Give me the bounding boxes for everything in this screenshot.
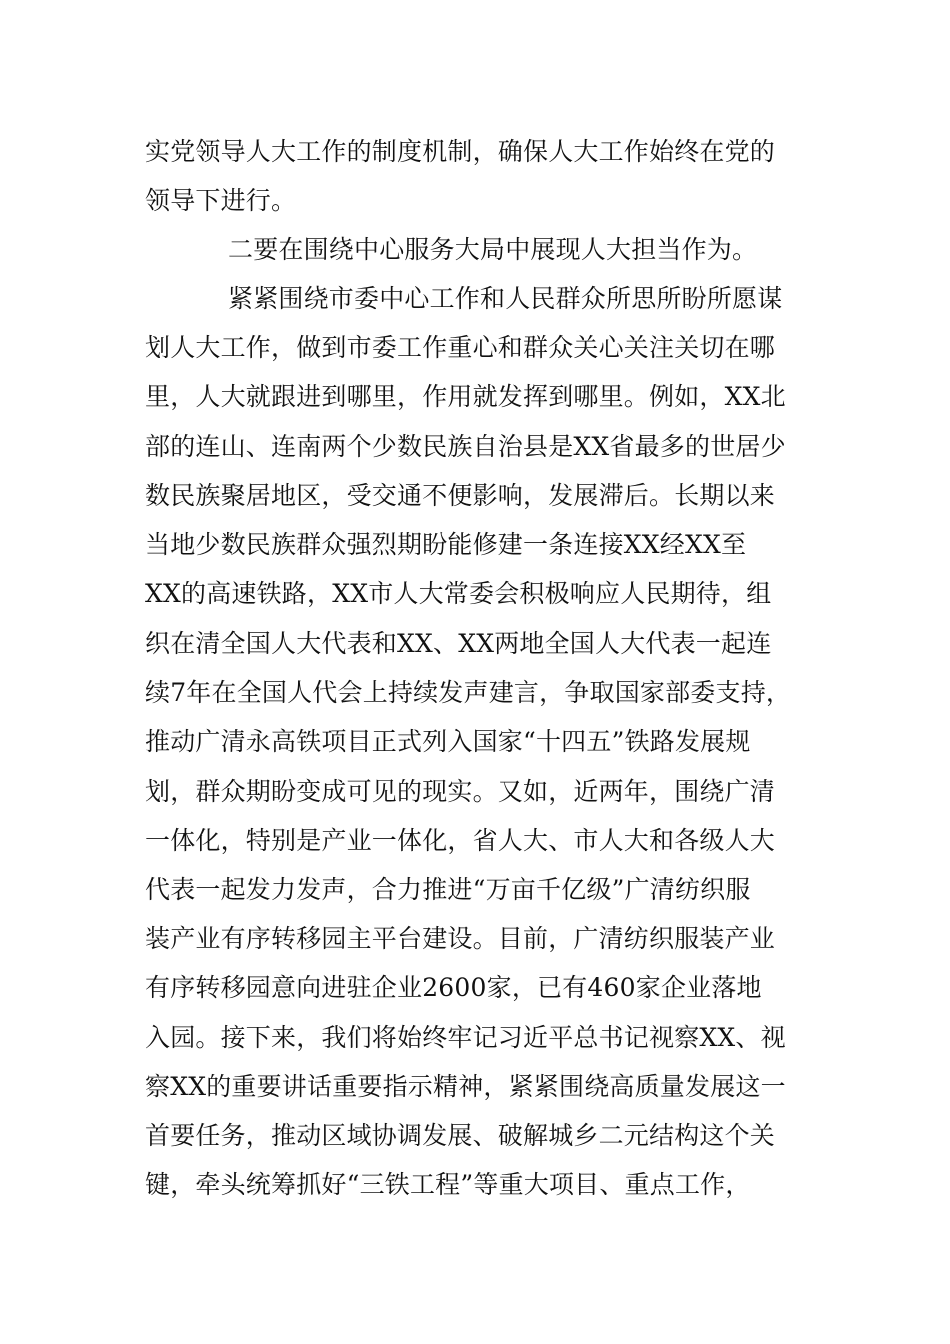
text-line: 织在清全国人大代表和XX、XX两地全国人大代表一起连 [145, 629, 772, 658]
section-heading: 二要在围绕中心服务大局中展现人大担当作为。 [228, 235, 758, 264]
text-line: 装产业有序转移园主平台建设。目前，广清纺织服装产业 [145, 924, 776, 953]
text-line: 里，人大就跟进到哪里，作用就发挥到哪里。例如，XX北 [145, 382, 786, 411]
text-line: 划，群众期盼变成可见的现实。又如，近两年，围绕广清 [145, 777, 776, 806]
text-line: 一体化，特别是产业一体化，省人大、市人大和各级人大 [145, 826, 776, 855]
text-line: 推动广清永高铁项目正式列入国家“十四五”铁路发展规 [145, 727, 751, 756]
text-line: XX的高速铁路，XX市人大常委会积极响应人民期待，组 [145, 579, 772, 608]
text-line: 当地少数民族群众强烈期盼能修建一条连接XX经XX至 [145, 530, 747, 559]
text-line: 首要任务，推动区域协调发展、破解城乡二元结构这个关 [145, 1121, 776, 1150]
text-line: 有序转移园意向进驻企业2600家，已有460家企业落地 [145, 973, 762, 1002]
text-line: 入园。接下来，我们将始终牢记习近平总书记视察XX、视 [145, 1023, 786, 1052]
text-line: 划人大工作，做到市委工作重心和群众关心关注关切在哪 [145, 333, 776, 362]
text-line: 领导下进行。 [145, 186, 297, 215]
text-line: 实党领导人大工作的制度机制，确保人大工作始终在党的 [145, 137, 776, 166]
text-line: 部的连山、连南两个少数民族自治县是XX省最多的世居少 [145, 432, 786, 461]
text-line: 键，牵头统筹抓好“三铁工程”等重大项目、重点工作， [145, 1170, 751, 1199]
text-line: 察XX的重要讲话重要指示精神，紧紧围绕高质量发展这一 [145, 1072, 786, 1101]
text-line: 数民族聚居地区，受交通不便影响，发展滞后。长期以来 [145, 481, 776, 510]
text-line: 续7年在全国人代会上持续发声建言，争取国家部委支持， [145, 678, 792, 707]
text-line: 代表一起发力发声，合力推进“万亩千亿级”广清纺织服 [145, 875, 751, 904]
text-line: 紧紧围绕市委中心工作和人民群众所思所盼所愿谋 [228, 284, 783, 313]
